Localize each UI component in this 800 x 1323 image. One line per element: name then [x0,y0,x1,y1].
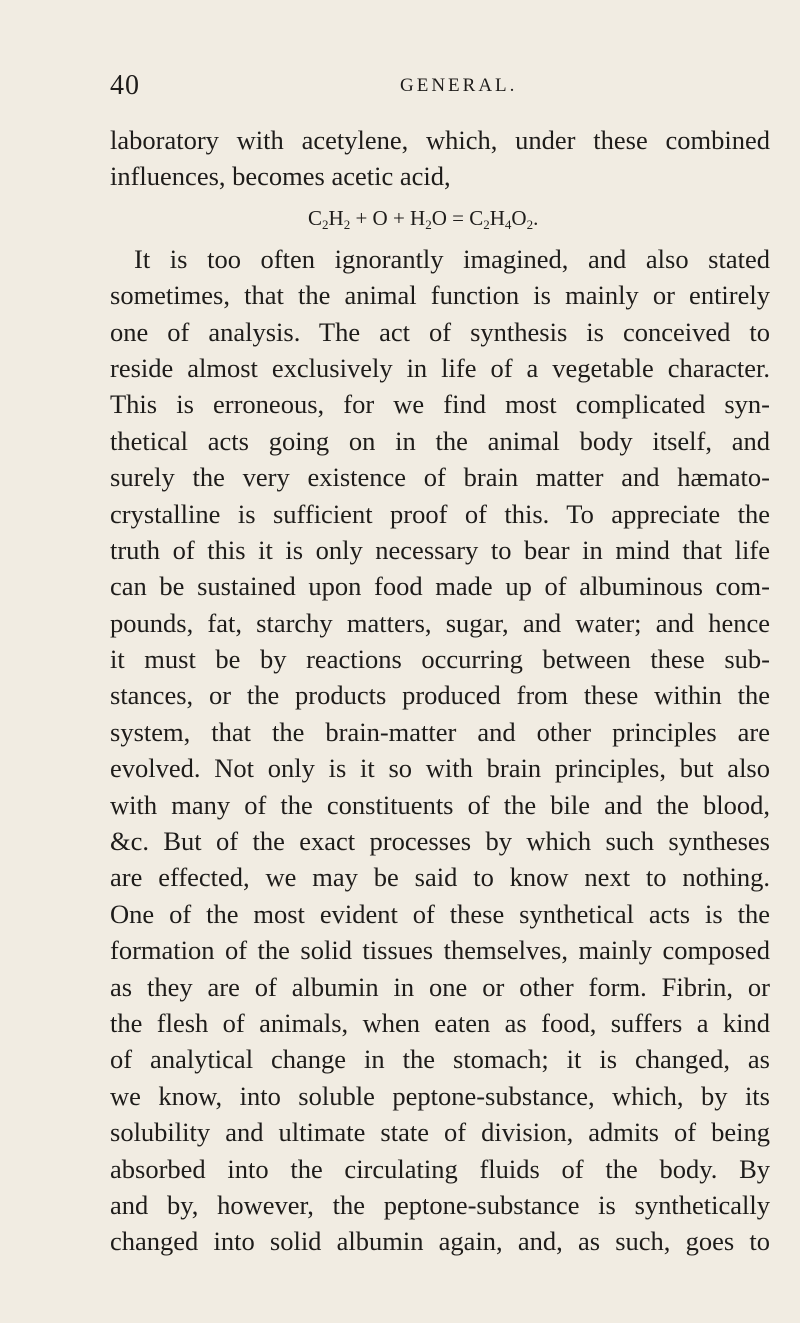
text-line: one of analysis. The act of synthesis is conceived to [110,316,770,347]
text-line: are effected, we may be said to know next to nothing. [110,862,770,893]
text-line: It is too often ignorantly imagined, and also stated [134,243,770,274]
text-line: reside almost exclusively in life of a vegetable character. [110,352,770,383]
text-line: changed into solid albumin again, and, as such, goes to [110,1226,770,1257]
text-line: as they are of albumin in one or other form. Fibrin, or [110,971,770,1002]
body-text [110,122,770,1260]
page-number: 40 [110,70,140,101]
text-line: formation of the solid tissues themselves, mainly composed [110,935,770,966]
text-line: pounds, fat, starchy matters, sugar, and water; and hence [110,607,770,638]
text-line: can be sustained upon food made up of albuminous com- [110,571,770,602]
text-line: truth of this it is only necessary to bear in mind that life [110,534,770,565]
text-line: This is erroneous, for we find most complicated syn- [110,389,770,420]
text-line: thetical acts going on in the animal body itself, and [110,425,770,456]
text-line: stances, or the products produced from these within the [110,680,770,711]
text-line: solubility and ultimate state of division, admits of being [110,1117,770,1148]
text-line: and by, however, the peptone-substance is synthetically [110,1189,770,1220]
text-line: with many of the constituents of the bile and the blood, [110,789,770,820]
text-line: surely the very existence of brain matter and hæmato- [110,462,770,493]
text-line: crystalline is sufficient proof of this. To appreciate the [110,498,770,529]
running-head: GENERAL. [400,75,518,96]
text-line: it must be by reactions occurring between these sub- [110,644,770,675]
text-line: absorbed into the circulating fluids of the body. By [110,1153,770,1184]
text-line: laboratory with acetylene, which, under these combined [110,125,770,155]
text-line: evolved. Not only is it so with brain principles, but also [110,753,770,784]
text-line: we know, into soluble peptone-substance, which, by its [110,1080,770,1111]
text-line: influences, becomes acetic acid, [110,161,451,192]
text-line: system, that the brain-matter and other principles are [110,716,770,747]
text-line: the flesh of animals, when eaten as food, suffers a kind [110,1007,770,1038]
text-line: &c. But of the exact processes by which such syntheses [110,826,770,857]
text-line: sometimes, that the animal function is mainly or entirely [110,280,770,311]
chemical-formula: $C_2H_2 + O + H_2O = C_2H_4O_2$. [308,205,539,232]
text-line: One of the most evident of these synthetical acts is the [110,898,770,929]
text-line: of analytical change in the stomach; it is changed, as [110,1044,770,1075]
page-header [110,66,670,106]
